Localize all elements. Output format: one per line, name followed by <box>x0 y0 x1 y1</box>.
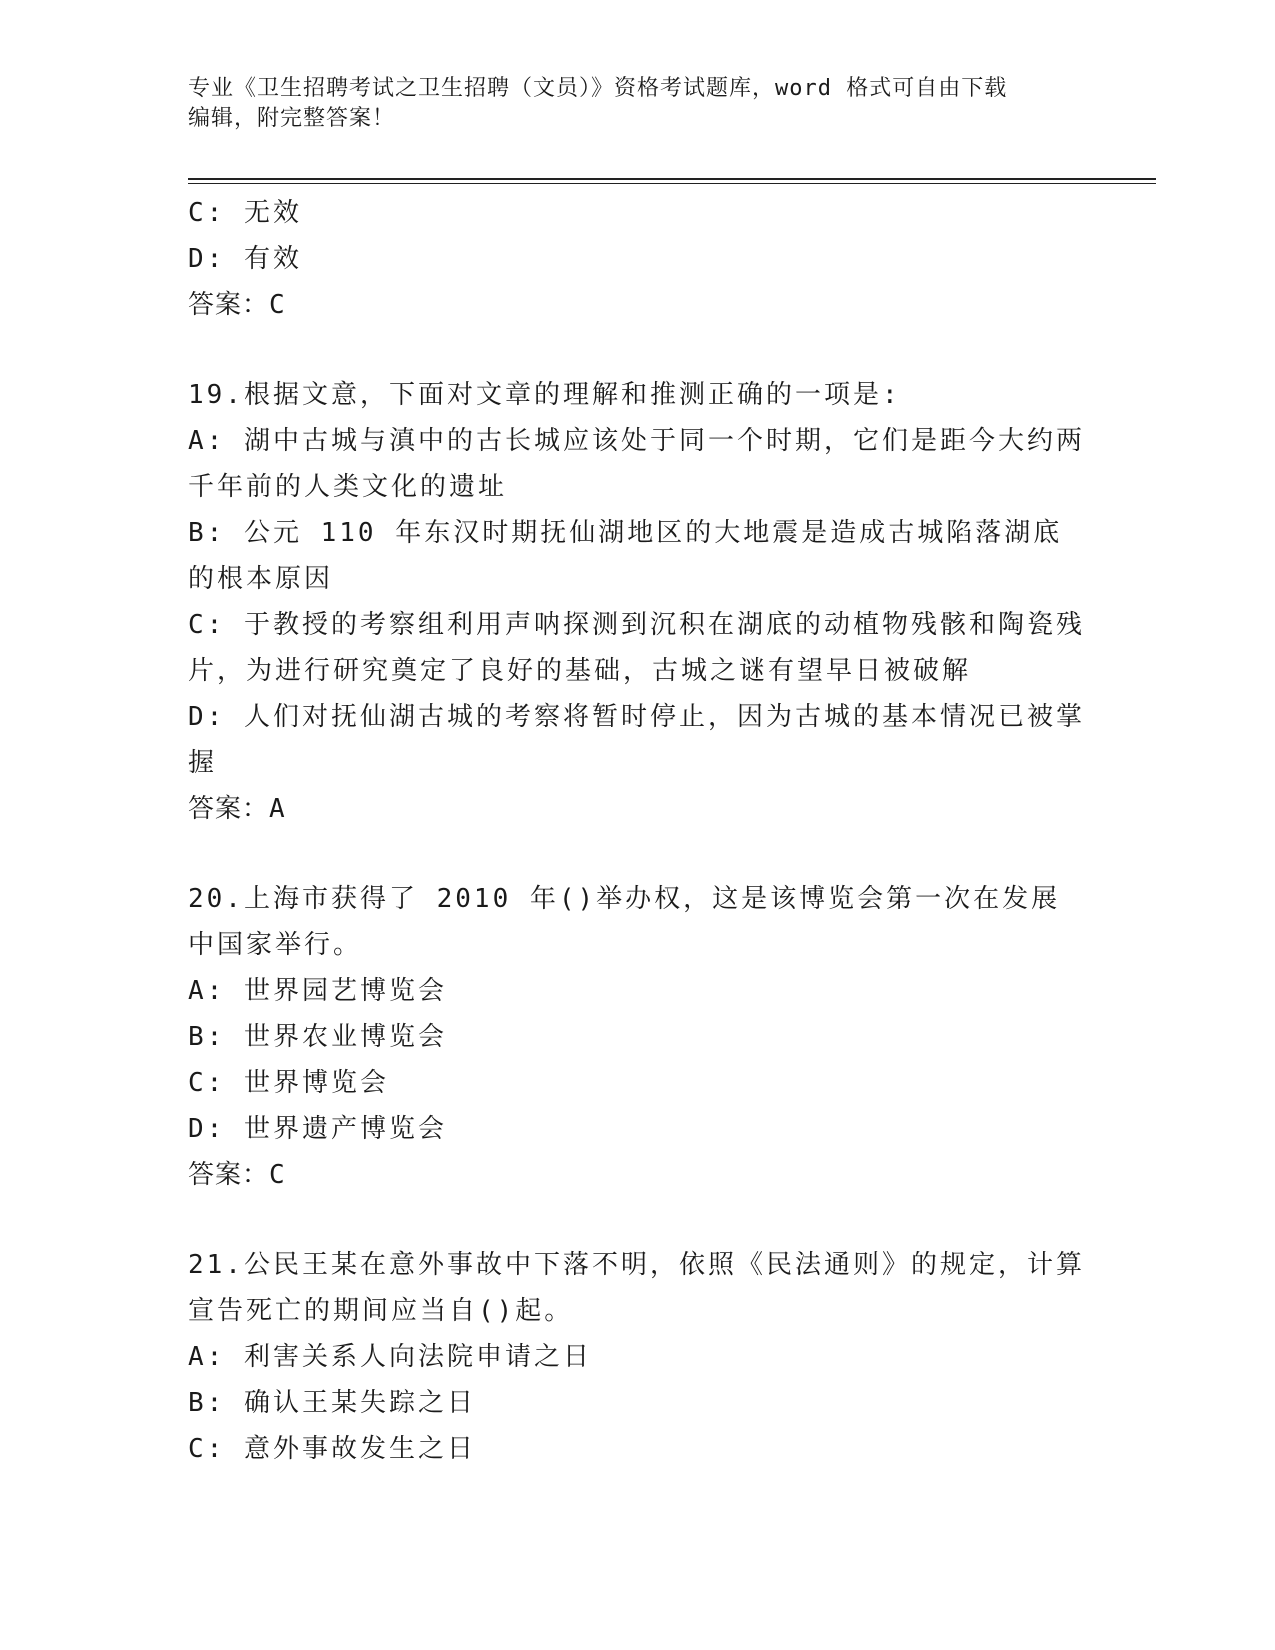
answer-line <box>188 1152 1088 1198</box>
answer-label: 答案： <box>188 290 270 320</box>
option-b: B: 世界农业博览会 <box>188 1022 447 1052</box>
option-c: C: 无效 <box>188 198 302 228</box>
option-c: C: 于教授的考察组利用声呐探测到沉积在湖底的动植物残骸和陶瓷残片，为进行研究奠定了良好的基础，古城之谜有望早日被破解 <box>188 610 1085 686</box>
question-stem: 20.上海市获得了 2010 年()举办权，这是该博览会第一次在发展中国家举行。 <box>188 884 1061 960</box>
header-rule-thick <box>188 178 1156 180</box>
option-d: D: 有效 <box>188 244 302 274</box>
spacer <box>188 832 1088 876</box>
answer-value: C <box>269 1160 288 1190</box>
option-a: A: 世界园艺博览会 <box>188 976 447 1006</box>
answer-label: 答案： <box>188 794 270 824</box>
spacer <box>188 328 1088 372</box>
answer-label: 答案： <box>188 1160 270 1190</box>
option-a: A: 湖中古城与滇中的古长城应该处于同一个时期，它们是距今大约两千年前的人类文化的遗址 <box>188 426 1085 502</box>
question-content <box>188 190 1088 1472</box>
option-a: A: 利害关系人向法院申请之日 <box>188 1342 592 1372</box>
spacer <box>188 1198 1088 1242</box>
question-20 <box>188 876 1088 1198</box>
option-c: C: 世界博览会 <box>188 1068 389 1098</box>
answer-value: C <box>269 290 288 320</box>
question-stem: 19.根据文意，下面对文章的理解和推测正确的一项是: <box>188 380 901 410</box>
answer-line <box>188 786 1088 832</box>
question-19 <box>188 372 1088 832</box>
question-21 <box>188 1242 1088 1472</box>
option-d: D: 人们对抚仙湖古城的考察将暂时停止，因为古城的基本情况已被掌握 <box>188 702 1085 778</box>
header-line-1: 专业《卫生招聘考试之卫生招聘（文员）》资格考试题库，word 格式可自由下载 <box>188 76 1008 101</box>
header-line-2: 编辑，附完整答案！ <box>188 106 396 131</box>
option-d: D: 世界遗产博览会 <box>188 1114 447 1144</box>
page-header <box>188 74 1088 134</box>
header-rule-thin <box>188 183 1156 184</box>
option-c: C: 意外事故发生之日 <box>188 1434 476 1464</box>
answer-value: A <box>269 794 288 824</box>
question-18-tail <box>188 190 1088 328</box>
answer-line <box>188 282 1088 328</box>
question-stem: 21.公民王某在意外事故中下落不明，依照《民法通则》的规定，计算宣告死亡的期间应当自()起。 <box>188 1250 1085 1326</box>
option-b: B: 确认王某失踪之日 <box>188 1388 476 1418</box>
option-b: B: 公元 110 年东汉时期抚仙湖地区的大地震是造成古城陷落湖底的根本原因 <box>188 518 1063 594</box>
